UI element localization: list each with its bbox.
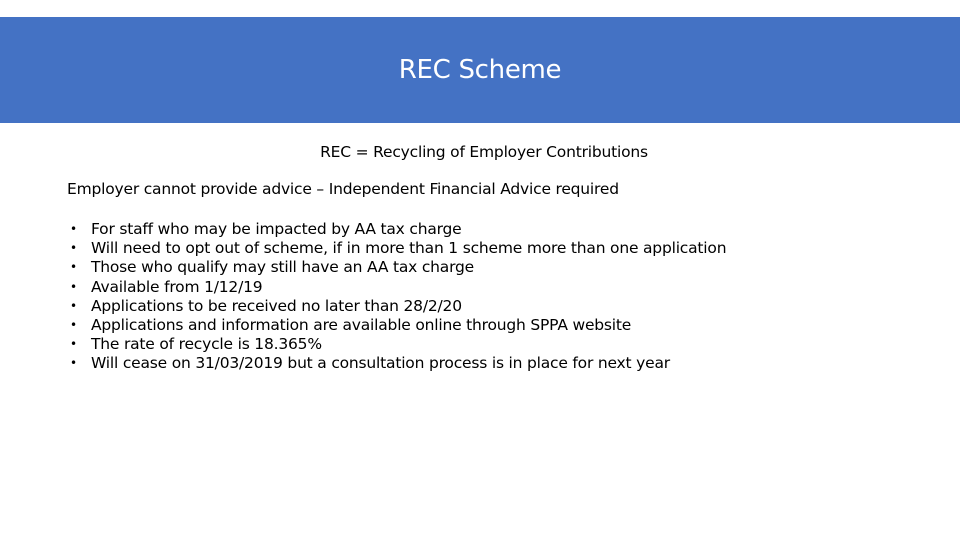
bullet-text: Will need to opt out of scheme, if in more than 1 scheme more than one application	[91, 239, 727, 258]
slide-subtitle: REC = Recycling of Employer Contributions	[320, 143, 648, 161]
intro-text: Employer cannot provide advice – Independent Financial Advice required	[67, 180, 619, 198]
bullet-text: The rate of recycle is 18.365%	[91, 335, 322, 354]
bullet-text: Those who qualify may still have an AA tax charge	[91, 258, 474, 277]
bullet-dot: •	[70, 279, 77, 294]
bullet-dot: •	[70, 356, 77, 371]
bullet-text: Applications and information are available online through SPPA website	[91, 315, 632, 334]
bullet-text: Applications to be received no later than 28/2/20	[91, 296, 462, 315]
bullet-text: For staff who may be impacted by AA tax charge	[91, 220, 462, 238]
bullet-dot: •	[70, 298, 77, 313]
bullet-text: Available from 1/12/19	[91, 277, 263, 296]
bullet-dot: •	[70, 260, 77, 275]
bullet-text: Will cease on 31/03/2019 but a consultation process is in place for next year	[91, 354, 670, 373]
bullet-dot: •	[70, 222, 77, 236]
slide-title: REC Scheme	[398, 55, 562, 85]
bullet-dot: •	[70, 337, 77, 352]
bullet-dot: •	[70, 241, 77, 256]
bullet-dot: •	[70, 317, 77, 332]
title-banner	[0, 17, 960, 123]
